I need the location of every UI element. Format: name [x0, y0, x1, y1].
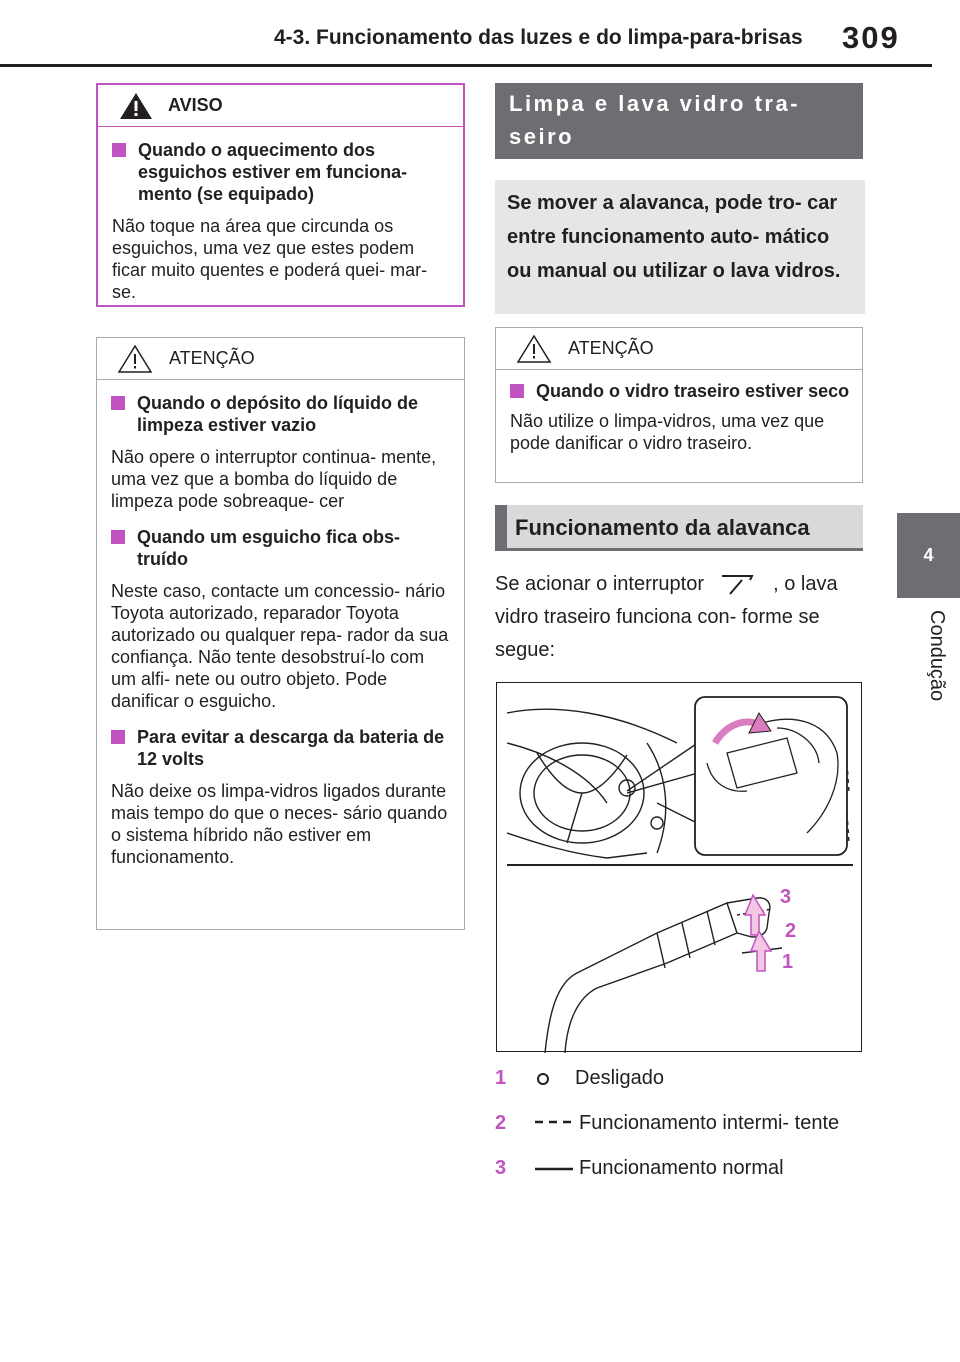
section-text: Não opere o interruptor continua- mente, uma vez que a bomba do líquido de limpeza pode sobreaque- cer — [111, 447, 437, 511]
atencao-header — [97, 338, 464, 380]
section-title: Quando um esguicho fica obs- truído — [137, 527, 401, 569]
section-title: Para evitar a descarga da bateria de 12 volts — [137, 727, 445, 769]
square-bullet-icon — [510, 384, 524, 398]
figure-label-2: 2 — [785, 920, 797, 942]
intro-box: Se mover a alavanca, pode tro- car entre funcionamento auto- mático ou manual ou utilizar o lava vidros. — [495, 180, 865, 314]
rear-wiper-switch-icon — [710, 572, 768, 598]
aviso-section-title: Quando o aquecimento dos esguichos estiver em funciona- mento (se equipado) — [138, 140, 408, 204]
chapter-tab: 4 — [897, 513, 960, 598]
atencao-header — [496, 328, 862, 370]
chapter-label: Condução — [926, 610, 948, 702]
list-item: 2 Funcionamento intermi- tente — [495, 1112, 840, 1134]
atencao-section-2 — [111, 526, 452, 712]
figure-label-3: 3 — [780, 886, 792, 908]
header-rule — [0, 64, 932, 67]
running-header: 4-3. Funcionamento das luzes e do limpa-para-brisas — [274, 26, 803, 49]
atencao-section-3 — [111, 726, 452, 868]
square-bullet-icon — [111, 396, 125, 410]
square-bullet-icon — [111, 530, 125, 544]
figure-label-1: 1 — [782, 951, 794, 973]
aviso-header — [98, 85, 463, 127]
aviso-label: AVISO — [168, 95, 223, 115]
atencao-section — [510, 380, 850, 454]
warning-outline-icon — [117, 344, 153, 374]
atencao-section-1 — [111, 392, 452, 512]
off-circle-icon — [531, 1067, 571, 1091]
section-text: Não utilize o limpa-vidros, uma vez que pode danificar o vidro traseiro. — [510, 411, 825, 453]
solid-line-icon — [531, 1157, 575, 1181]
list-item: 3 Funcionamento normal — [495, 1157, 784, 1179]
topic-banner: Limpa e lava vidro tra- seiro — [495, 83, 863, 159]
section-title: Quando o depósito do líquido de limpeza estiver vazio — [137, 393, 418, 435]
dashed-line-icon — [531, 1112, 575, 1136]
section-text: Neste caso, contacte um concessio- nário Toyota autorizado, reparador Toyota autorizado ou qualquer repa- rador da sua confiança. Não tente desobstruí-lo com um alfi- nete ou outro objeto. Pode danificar o esguicho. — [111, 581, 449, 711]
square-bullet-icon — [111, 730, 125, 744]
section-title: Quando o vidro traseiro estiver seco — [536, 381, 850, 401]
square-bullet-icon — [112, 143, 126, 157]
section-heading-rule — [495, 548, 863, 551]
aviso-box — [96, 83, 465, 307]
list-item: 1 Desligado — [495, 1067, 664, 1089]
aviso-section — [112, 139, 451, 303]
body-paragraph: Se acionar o interruptor , o lava vidro traseiro funciona con- forme se segue: — [495, 573, 838, 661]
atencao-box-right — [495, 327, 863, 483]
atencao-box-left — [96, 337, 465, 930]
section-text: Não deixe os limpa-vidros ligados durante mais tempo do que o neces- sário quando o sistema híbrido não estiver em funcionamento. — [111, 781, 448, 867]
wiper-lever-illustration — [496, 682, 862, 1052]
wiper-lever-drawing — [497, 683, 863, 1053]
page-number: 309 — [842, 20, 900, 55]
section-heading: Funcionamento da alavanca — [495, 505, 863, 550]
warning-outline-icon — [516, 334, 552, 364]
lever-positions-list — [495, 1063, 865, 1198]
atencao-label: ATENÇÃO — [169, 348, 255, 368]
atencao-label: ATENÇÃO — [568, 338, 654, 358]
aviso-section-text: Não toque na área que circunda os esguichos, uma vez que estes podem ficar muito quentes e poderá quei- mar-se. — [112, 216, 428, 302]
warning-filled-icon — [118, 91, 154, 121]
